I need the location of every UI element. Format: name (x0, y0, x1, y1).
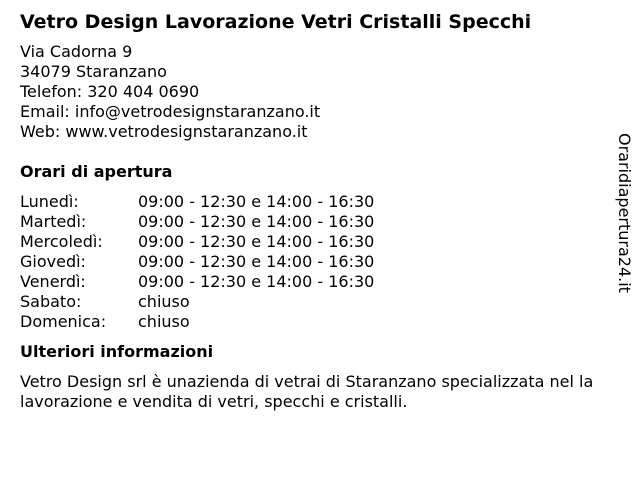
address-street: Via Cadorna 9 (20, 42, 133, 61)
hours-time: chiuso (138, 312, 190, 331)
business-card (20, 8, 620, 412)
opening-hours-table (20, 192, 620, 332)
opening-hours-heading: Orari di apertura (20, 162, 173, 181)
phone-number: Telefon: 320 404 0690 (20, 82, 200, 101)
hours-day: Venerdì: (20, 272, 86, 291)
hours-row (20, 192, 620, 212)
hours-day: Giovedì: (20, 252, 86, 271)
hours-time: 09:00 - 12:30 e 14:00 - 16:30 (138, 192, 375, 211)
hours-day: Lunedì: (20, 192, 79, 211)
hours-day: Domenica: (20, 312, 107, 331)
hours-time: 09:00 - 12:30 e 14:00 - 16:30 (138, 252, 375, 271)
address-city: 34079 Staranzano (20, 62, 167, 81)
hours-row (20, 312, 620, 332)
business-name: Vetro Design Lavorazione Vetri Cristalli Specchi (20, 11, 532, 33)
website-address: Web: www.vetrodesignstaranzano.it (20, 122, 308, 141)
hours-day: Martedì: (20, 212, 87, 231)
hours-time: 09:00 - 12:30 e 14:00 - 16:30 (138, 232, 375, 251)
hours-day: Sabato: (20, 292, 82, 311)
hours-row (20, 272, 620, 292)
more-info-text: Vetro Design srl è unazienda di vetrai di Staranzano specializzata nel la lavorazione e vendita di vetri, specchi e cristalli. (20, 372, 594, 411)
hours-row (20, 252, 620, 272)
hours-time: 09:00 - 12:30 e 14:00 - 16:30 (138, 272, 375, 291)
hours-row (20, 232, 620, 252)
hours-time: chiuso (138, 292, 190, 311)
email-address: Email: info@vetrodesignstaranzano.it (20, 102, 321, 121)
more-info-heading: Ulteriori informazioni (20, 342, 214, 361)
hours-row (20, 292, 620, 312)
hours-row (20, 212, 620, 232)
hours-day: Mercoledì: (20, 232, 103, 251)
hours-time: 09:00 - 12:30 e 14:00 - 16:30 (138, 212, 375, 231)
contact-block (20, 42, 620, 142)
site-watermark: Oraridiapertura24.it (615, 133, 634, 293)
